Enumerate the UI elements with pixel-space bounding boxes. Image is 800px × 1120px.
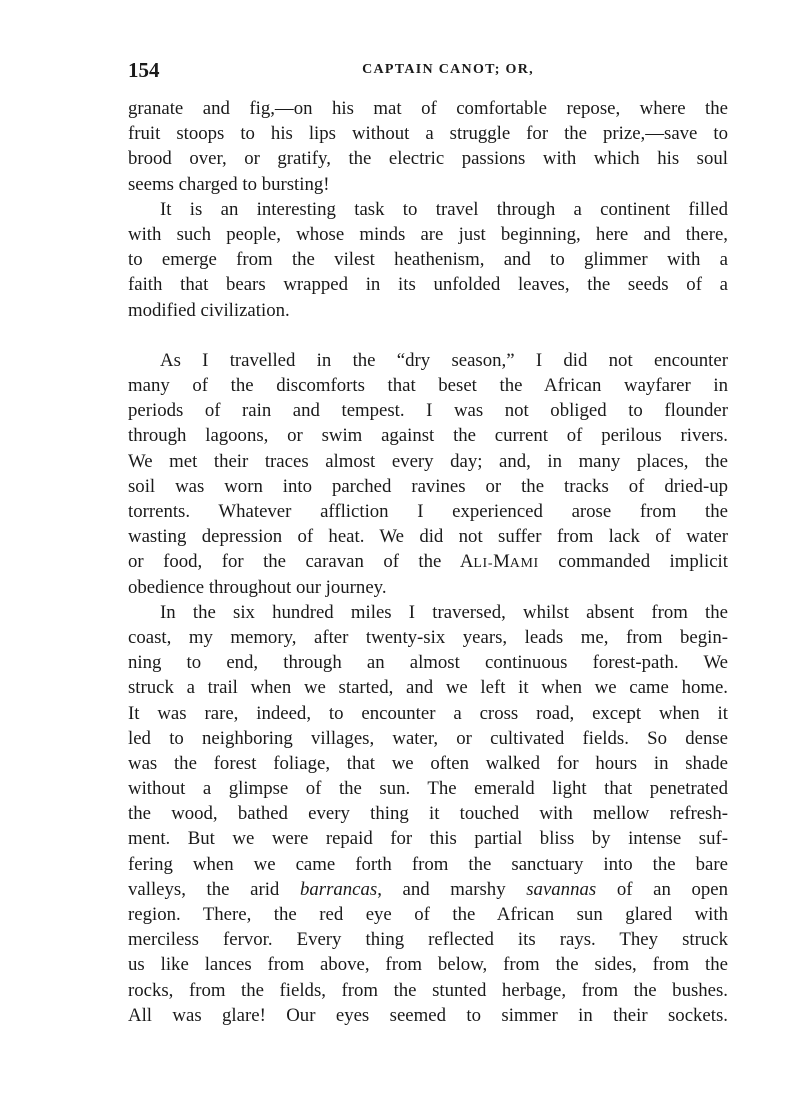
text-segment: valleys, the arid [128,878,280,900]
text-line: region. There, the red eye of the African sun glared with [128,904,728,925]
text-line: modified civilization. [128,299,290,321]
text-segment: or food, for the caravan of the [128,551,442,573]
text-line: fruit stoops to his lips without a struggle for the prize,—save to [128,123,728,145]
text-line: the wood, bathed every thing it touched with mellow refresh- [128,803,728,825]
text-line: us like lances from above, from below, from the sides, from the [128,954,728,976]
text-segment: of an open [616,878,728,900]
paragraph [128,600,728,1028]
text-line: obedience throughout our journey. [128,576,387,598]
text-segment: , and marshy [377,878,506,900]
text-line: It was rare, indeed, to encounter a cross road, except when it [128,702,728,724]
text-line: to emerge from the vilest heathenism, and to glimmer with a [128,249,728,271]
text-line: with such people, whose minds are just beginning, here and there, [128,223,728,245]
text-line: All was glare! Our eyes seemed to simmer in their sockets. [128,1004,728,1026]
body-text [128,96,728,1028]
text-line: wasting depression of heat. We did not suffer from lack of water [128,526,728,548]
italic-term: barrancas [299,878,378,900]
text-line: We met their traces almost every day; and, in many places, the [128,450,728,472]
text-line-with-smallcaps [128,549,728,574]
page-header [128,58,728,86]
text-line: coast, my memory, after twenty-six years, leads me, from begin- [128,626,728,648]
text-line: soil was worn into parched ravines or the tracks of dried-up [128,475,728,497]
text-line: In the six hundred miles I traversed, whilst absent from the [160,601,728,623]
paragraph [128,348,728,600]
text-line: without a glimpse of the sun. The emerald light that penetrated [128,778,728,800]
text-line-with-italics [128,877,728,902]
text-line: faith that bears wrapped in its unfolded leaves, the seeds of a [128,274,728,296]
paragraph [128,197,728,323]
section-break [128,323,728,348]
text-line: torrents. Whatever affliction I experienced arose from the [128,501,728,522]
text-line: through lagoons, or swim against the current of perilous rivers. [128,425,728,447]
text-line: brood over, or gratify, the electric passions with which his soul [128,148,728,170]
italic-term: savannas [526,878,597,900]
text-line: ning to end, through an almost continuous forest-path. We [128,652,728,674]
page-number: 154 [128,58,160,82]
text-line: It is an interesting task to travel through a continent filled [160,198,728,220]
text-line: rocks, from the fields, from the stunted herbage, from the bushes. [128,979,728,1001]
text-line: many of the discomforts that beset the African wayfarer in [128,375,728,397]
paragraph [128,96,728,197]
running-head: CAPTAIN CANOT; OR, [362,62,534,77]
text-line: periods of rain and tempest. I was not obliged to flounder [128,400,728,422]
text-line: granate and fig,—on his mat of comfortable repose, where the [128,98,728,119]
text-line: merciless fervor. Every thing reflected its rays. They struck [128,929,728,951]
text-segment: commanded implicit [558,551,728,573]
text-line: As I travelled in the “dry season,” I did not encounter [160,349,728,371]
text-line: struck a trail when we started, and we left it when we came home. [128,677,728,699]
text-line: ment. But we were repaid for this partial bliss by intense suf- [128,828,728,850]
text-line: led to neighboring villages, water, or cultivated fields. So dense [128,727,728,749]
text-line: fering when we came forth from the sanctuary into the bare [128,853,728,875]
text-line: seems charged to bursting! [128,173,330,195]
smallcaps-name: ALI-MAMI [459,551,539,573]
text-line: was the forest foliage, that we often walked for hours in shade [128,752,728,774]
